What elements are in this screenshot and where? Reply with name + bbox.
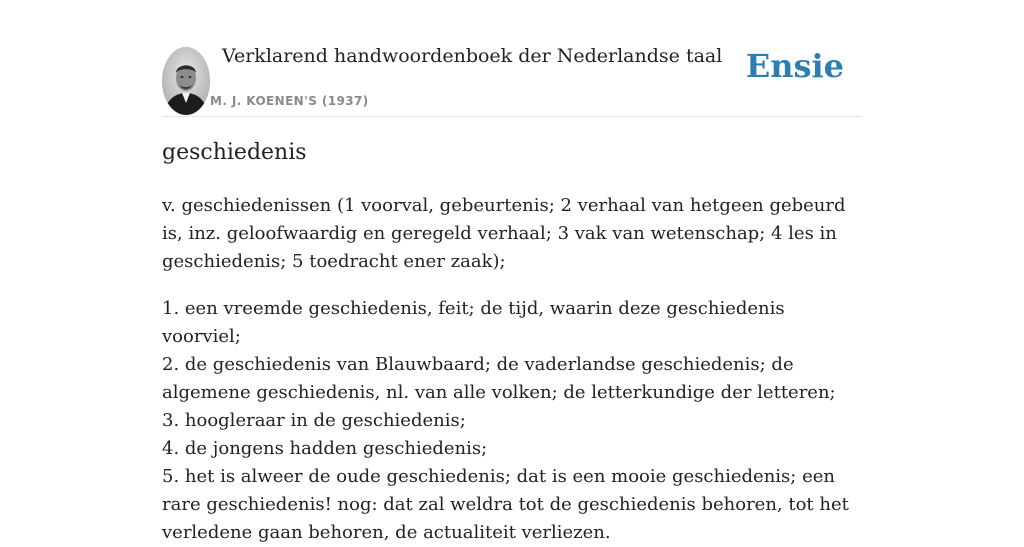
dictionary-title: Verklarend handwoordenboek der Nederlandse taal bbox=[222, 45, 723, 67]
example-line: 1. een vreemde geschiedenis, feit; de tijd, waarin deze geschiedenis voorviel; bbox=[162, 298, 785, 347]
entry-examples bbox=[162, 295, 862, 547]
example-line: 4. de jongens hadden geschiedenis; bbox=[162, 438, 488, 459]
example-line: 2. de geschiedenis van Blauwbaard; de vaderlandse geschiedenis; de algemene geschiedenis, nl. van alle volken; de letterkundige der letteren; bbox=[162, 354, 836, 403]
entry-word: geschiedenis bbox=[162, 140, 307, 165]
example-line: 3. hoogleraar in de geschiedenis; bbox=[162, 410, 466, 431]
header bbox=[162, 0, 862, 117]
example-line: 5. het is alweer de oude geschiedenis; dat is een mooie geschiedenis; een rare geschiedenis! nog: dat zal weldra tot de geschiedenis behoren, tot het verledene gaan behoren, de actualiteit verliezen. bbox=[162, 466, 849, 543]
author-portrait-icon bbox=[162, 47, 210, 115]
page bbox=[162, 0, 862, 543]
entry-definition: v. geschiedenissen (1 voorval, gebeurtenis; 2 verhaal van hetgeen gebeurd is, inz. geloofwaardig en geregeld verhaal; 3 vak van wetenschap; 4 les in geschiedenis; 5 toedracht ener zaak); bbox=[162, 195, 846, 272]
dictionary-subtitle: M. J. KOENEN'S (1937) bbox=[210, 94, 369, 108]
ensie-logo-link[interactable]: Ensie bbox=[745, 47, 844, 85]
